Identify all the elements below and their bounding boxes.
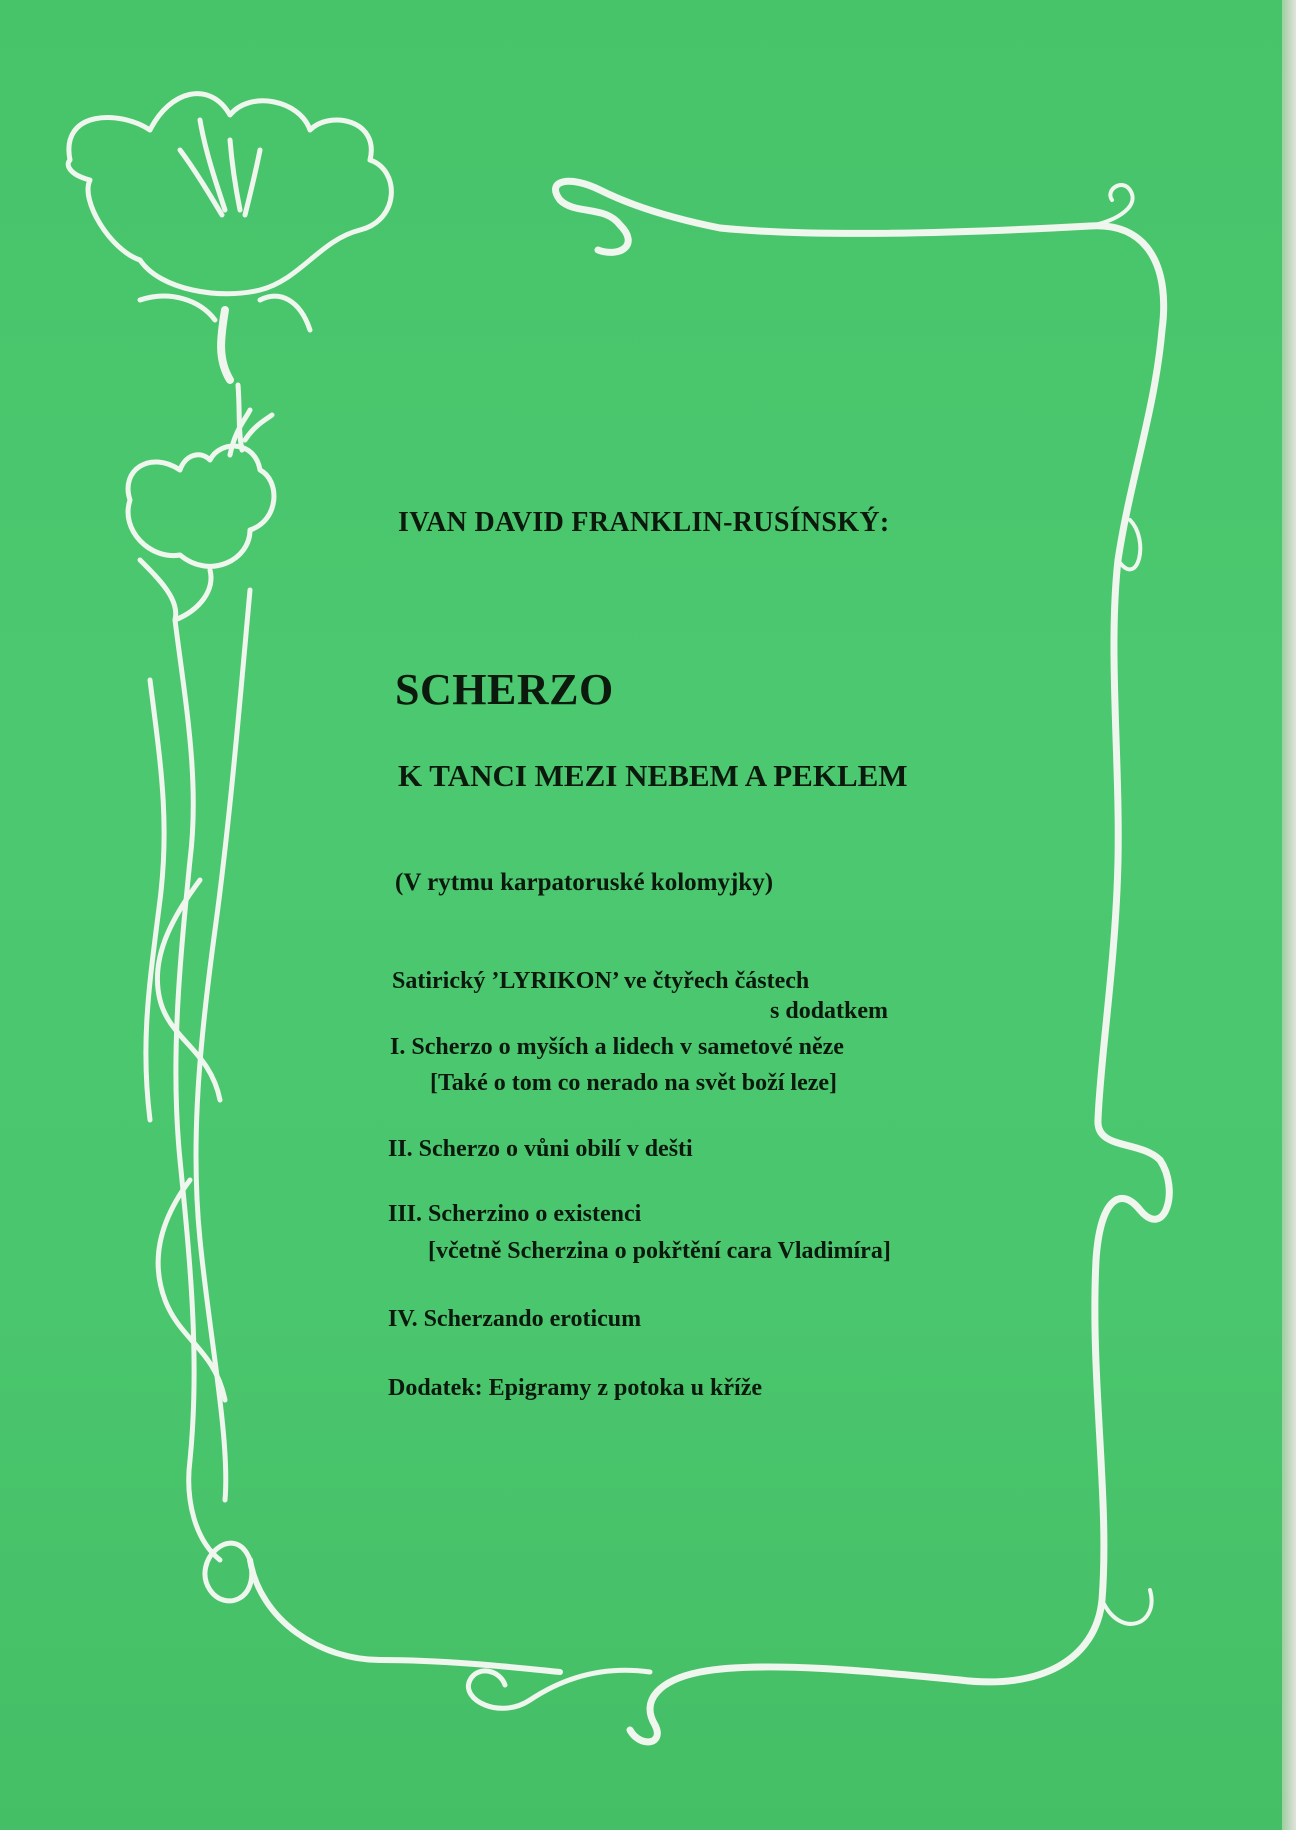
rhythm-note: (V rytmu karpatoruské kolomyjky) — [395, 869, 774, 896]
author-name: IVAN DAVID FRANKLIN-RUSÍNSKÝ: — [398, 507, 890, 538]
part-2-title: II. Scherzo o vůni obilí v dešti — [388, 1136, 693, 1162]
part-1-subtitle: [Také o tom co nerado na svět boží leze] — [430, 1070, 838, 1096]
lyrikon-description-line2: s dodatkem — [770, 998, 889, 1024]
part-1-title: I. Scherzo o myších a lidech v sametové něze — [390, 1034, 844, 1060]
part-4-title: IV. Scherzando eroticum — [388, 1306, 642, 1332]
lily-flower-icon — [68, 94, 391, 1560]
book-title: SCHERZO — [395, 665, 614, 714]
lyrikon-description-line1: Satirický ’LYRIKON’ ve čtyřech částech — [392, 968, 810, 994]
part-3-subtitle: [včetně Scherzina o pokřtění cara Vladimíra] — [428, 1238, 891, 1264]
book-subtitle: K TANCI MEZI NEBEM A PEKLEM — [398, 758, 908, 793]
part-3-title: III. Scherzino o existenci — [388, 1201, 642, 1227]
appendix-title: Dodatek: Epigramy z potoka u kříže — [388, 1375, 762, 1401]
